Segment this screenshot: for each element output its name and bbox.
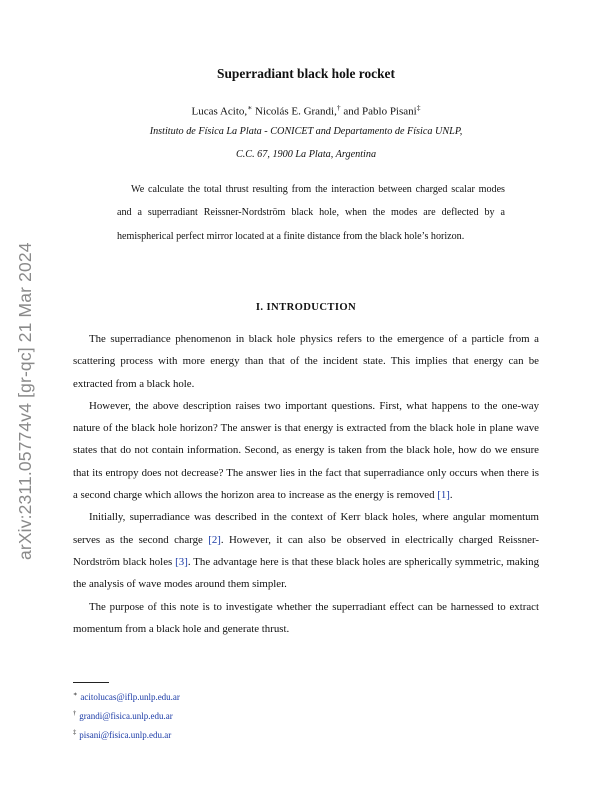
paragraph-1: The superradiance phenomenon in black hole physics refers to the emergence of a particle from a scattering process with more energy than that of the incident state. This implies that energy can be extracted from a black hole.	[73, 333, 539, 390]
footnote-mark: ‡	[73, 728, 77, 736]
paragraph-text: . The advantage here is that these black holes are spherically symmetric, making the analysis of wave modes around them simpler.	[73, 555, 539, 591]
footnote	[73, 706, 373, 725]
paragraph-text: .	[449, 489, 453, 502]
footnote-divider	[73, 682, 109, 683]
abstract: We calculate the total thrust resulting from the interaction between charged scalar modes and a superradiant Reissner-Nordström black hole, when the modes are deflected by a hemispherical perfect mirror located at a finite distance from the black hole’s horizon.	[117, 184, 505, 242]
footnotes	[73, 687, 373, 743]
section-heading: I. INTRODUCTION	[255, 302, 357, 313]
footnote-mark: ∗	[73, 691, 78, 698]
author-mark: ‡	[416, 103, 421, 112]
author-list	[0, 103, 612, 118]
paragraph-2	[73, 395, 539, 506]
paper-title: Superradiant black hole rocket	[217, 66, 395, 81]
footnote	[73, 687, 373, 706]
email-link[interactable]: pisani@fisica.unlp.edu.ar	[79, 729, 172, 740]
paragraph-text: . However, it can also be observed in electrically charged Reissner-Nordström black holes	[73, 533, 539, 568]
citation-link[interactable]: [1]	[437, 489, 450, 502]
body-text	[73, 328, 539, 640]
paragraph-text: Initially, superradiance was described in the context of Kerr black holes, where angular momentum serves as the second charge	[73, 511, 539, 546]
paragraph-3	[73, 506, 539, 595]
affiliation-line: Instituto de Física La Plata - CONICET and Departamento de Física UNLP,	[149, 126, 463, 137]
paragraph-text: However, the above description raises two important questions. First, what happens to the one-way nature of the black hole horizon? The answer is that energy is extracted from the black hole in plane wave states that do not contain information. Second, as energy is taken from the black hole, how do we ensure that its entropy does not decrease? The answer lies in the fact that superradiance only occurs when there is a second charge which allows the horizon area to increase as the energy is removed	[73, 399, 539, 502]
author-name: Nicolás E. Grandi,	[255, 105, 337, 118]
author-mark: †	[336, 103, 341, 112]
author-name: and Pablo Pisani	[343, 105, 417, 118]
footnote	[73, 725, 373, 744]
affiliation-address: C.C. 67, 1900 La Plata, Argentina	[235, 149, 377, 160]
citation-link[interactable]: [2]	[208, 533, 221, 546]
email-link[interactable]: grandi@fisica.unlp.edu.ar	[79, 710, 173, 721]
author-mark: ∗	[247, 103, 253, 112]
citation-link[interactable]: [3]	[175, 555, 188, 568]
arxiv-identifier: arXiv:2311.05774v4 [gr-qc] 21 Mar 2024	[15, 242, 35, 560]
email-link[interactable]: acitolucas@iflp.unlp.edu.ar	[80, 692, 180, 702]
paragraph-4: The purpose of this note is to investigate whether the superradiant effect can be harnessed to extract momentum from a black hole and generate thrust.	[73, 600, 539, 635]
footnote-mark: †	[73, 709, 77, 717]
author-name: Lucas Acito,	[191, 105, 248, 118]
